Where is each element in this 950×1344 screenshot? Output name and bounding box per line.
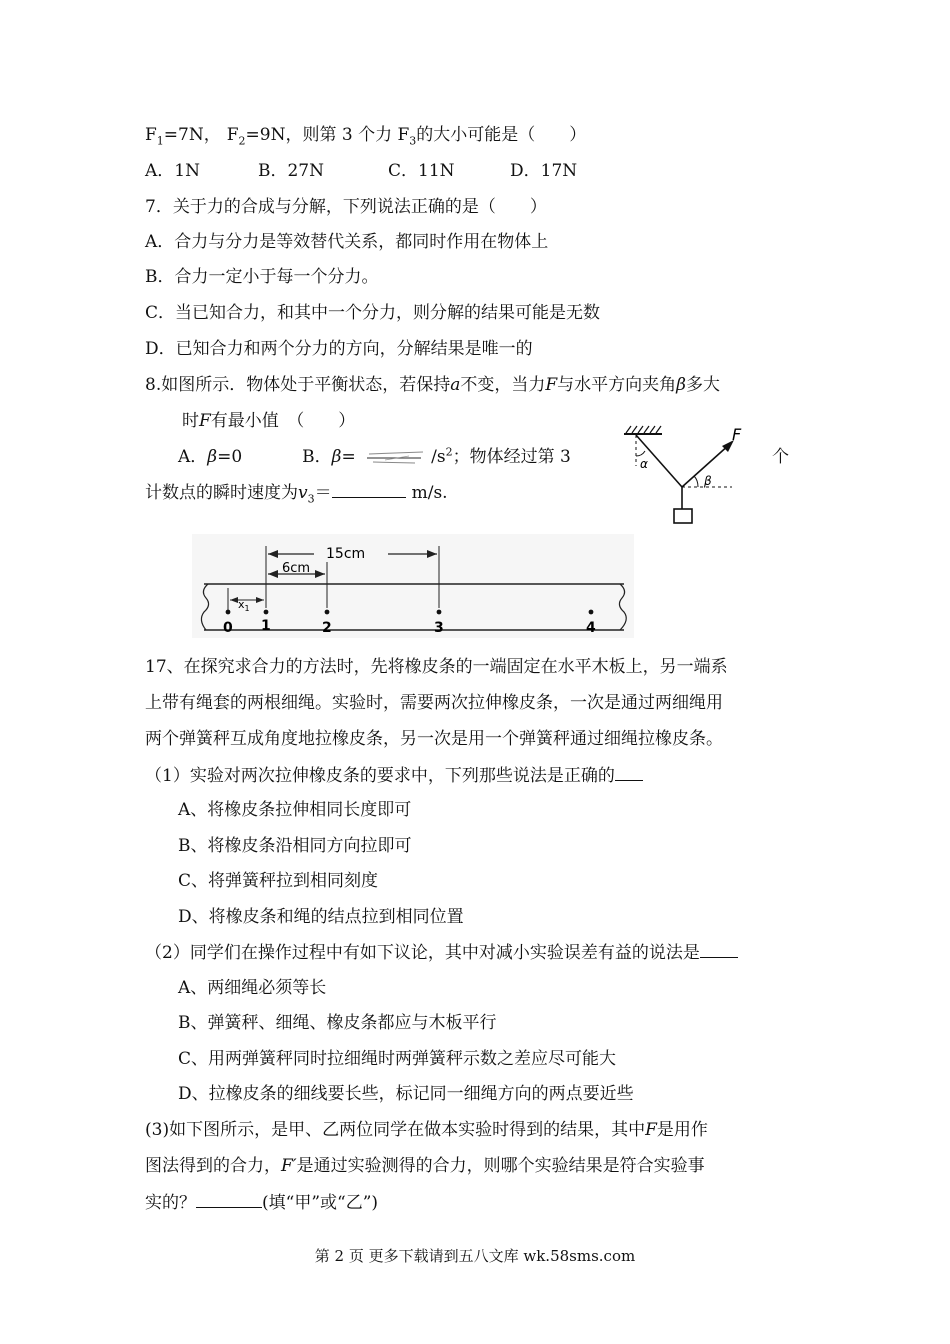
q7-option-b: B．合力一定小于每一个分力。	[145, 267, 379, 287]
answer-blank	[615, 764, 643, 781]
tape-point-4	[589, 610, 594, 615]
tape-point-3	[437, 610, 442, 615]
q17-stem-line3: 两个弹簧秤互成角度地拉橡皮条，另一次是用一个弹簧秤通过细绳拉橡皮条。	[145, 729, 723, 749]
q8-options-line: A．β=0 B．$\beta= /s^2$；物体经过第 3	[178, 445, 571, 467]
ticker-tape-diagram	[192, 534, 634, 638]
q7-option-c: C．当已知合力，和其中一个分力，则分解的结果可能是无数	[145, 303, 601, 323]
q8-trailing-char: 个	[772, 447, 789, 467]
force-label: F	[732, 425, 742, 444]
tape-label-2: 2	[322, 620, 332, 636]
tape-label-1: 1	[261, 618, 271, 634]
q17-part2-option-d: D、拉橡皮条的细线要长些，标记同一细绳方向的两点要近些	[178, 1084, 634, 1104]
q8-stem-line1: 8.如图所示．物体处于平衡状态，若保持a不变，当力F与水平方向夹角β多大	[145, 375, 720, 395]
q17-part3-line3: 实的？ (填“甲”或“乙”)	[145, 1193, 379, 1213]
beta-label: β	[704, 474, 712, 488]
answer-blank	[700, 941, 738, 958]
q17-stem-line2: 上带有绳套的两根细绳。实验时，需要两次拉伸橡皮条，一次是通过两细绳用	[145, 693, 723, 713]
alpha-label: α	[640, 457, 648, 471]
q17-part1-option-b: B、将橡皮条沿相同方向拉即可	[178, 836, 412, 856]
tape-label-3: 3	[434, 620, 444, 636]
q17-part1-option-c: C、将弹簧秤拉到相同刻度	[178, 871, 379, 891]
beta-arc	[694, 476, 698, 487]
q6-option-a: A．1N	[145, 161, 200, 181]
dim-15cm-label: 15cm	[326, 546, 366, 562]
q17-part3-line2: 图法得到的合力，F′是通过实验测得的合力，则哪个实验结果是符合实验事	[145, 1156, 705, 1176]
smudged-fraction-graphic	[365, 448, 427, 468]
tape-label-4: 4	[586, 620, 596, 636]
answer-blank	[196, 1191, 262, 1208]
q8-velocity-line: 计数点的瞬时速度为$v_3= m/s$.	[145, 483, 448, 506]
q6-option-b: B．27N	[258, 161, 324, 181]
page-footer: 第 2 页 更多下载请到五八文库 wk.58sms.com	[314, 1247, 636, 1265]
hanging-block	[674, 509, 692, 523]
q8-stem-line2: 时F有最小值 （ ）	[182, 411, 356, 431]
tape-point-2	[325, 610, 330, 615]
q17-part1-option-d: D、将橡皮条和绳的结点拉到相同位置	[178, 907, 464, 927]
q17-part1-option-a: A、将橡皮条拉伸相同长度即可	[178, 800, 412, 820]
dim-6cm-label: 6cm	[282, 561, 311, 576]
q17-part3-line1: (3)如下图所示，是甲、乙两位同学在做本实验时得到的结果，其中F是用作	[145, 1120, 708, 1140]
q6-option-d: D．17N	[510, 161, 578, 181]
q17-part2-option-c: C、用两弹簧秤同时拉细绳时两弹簧秤示数之差应尽可能大	[178, 1049, 617, 1069]
q6-stem-line: $F_1=7N$， $F_2=9N$，则第 3 个力 $F_3$的大小可能是（ ）	[145, 125, 587, 148]
tape-point-1	[264, 610, 269, 615]
q17-part2-option-a: A、两细绳必须等长	[178, 978, 327, 998]
q17-part2-option-b: B、弹簧秤、细绳、橡皮条都应与木板平行	[178, 1013, 497, 1033]
q7-stem: 7．关于力的合成与分解，下列说法正确的是（ ）	[145, 197, 547, 217]
q7-option-a: A．合力与分力是等效替代关系，都同时作用在物体上	[145, 232, 549, 252]
force-diagram	[618, 422, 754, 528]
q6-option-c: C．11N	[388, 161, 455, 181]
dim-x1-label: $x_1$	[238, 598, 250, 613]
tape-label-0: 0	[223, 620, 233, 636]
q17-stem-line1: 17、在探究求合力的方法时，先将橡皮条的一端固定在水平木板上，另一端系	[145, 657, 728, 677]
q7-option-d: D．已知合力和两个分力的方向，分解结果是唯一的	[145, 339, 533, 359]
tape-point-0	[226, 610, 231, 615]
answer-blank	[332, 481, 406, 498]
q17-part2-stem: （2）同学们在操作过程中有如下议论，其中对减小实验误差有益的说法是	[145, 941, 738, 964]
ceiling-hatch	[626, 426, 661, 433]
alpha-arc	[636, 451, 645, 456]
q17-part1-stem: （1）实验对两次拉伸橡皮条的要求中，下列那些说法是正确的	[145, 764, 643, 787]
